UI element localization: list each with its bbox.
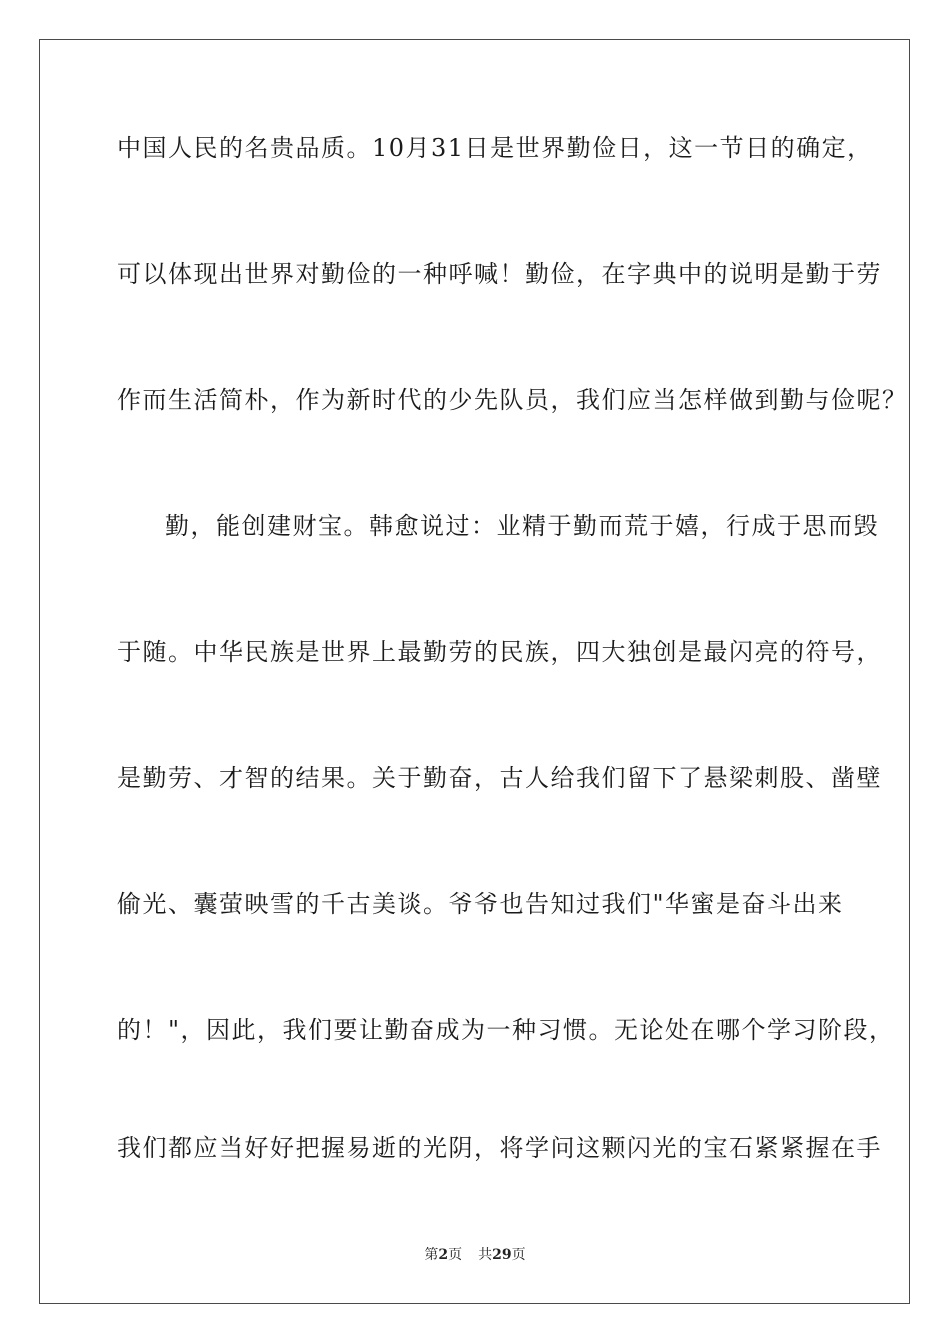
page-footer: [0, 1246, 950, 1264]
text-line-1: 中国人民的名贵品质。10月31日是世界勤俭日，这一节日的确定，: [117, 134, 873, 162]
total-suffix: 页: [511, 1247, 526, 1263]
text-line-5: 于随。中华民族是世界上最勤劳的民族，四大独创是最闪亮的符号，: [117, 638, 882, 666]
text-line-6: 是勤劳、才智的结果。关于勤奋，古人给我们留下了悬梁刺股、凿壁: [117, 764, 882, 792]
total-pages: 29: [492, 1247, 512, 1263]
page-number: 2: [438, 1247, 449, 1263]
total-prefix: 共: [478, 1247, 493, 1263]
text-line-2: 可以体现出世界对勤俭的一种呼喊！勤俭，在字典中的说明是勤于劳: [117, 260, 882, 288]
page-suffix: 页: [448, 1247, 463, 1263]
text-line-9: 我们都应当好好把握易逝的光阴，将学问这颗闪光的宝石紧紧握在手: [117, 1134, 882, 1162]
page-prefix: 第: [424, 1247, 439, 1263]
text-line-8: 的！"，因此，我们要让勤奋成为一种习惯。无论处在哪个学习阶段，: [117, 1016, 895, 1044]
text-line-7: 偷光、囊萤映雪的千古美谈。爷爷也告知过我们"华蜜是奋斗出来: [117, 890, 844, 918]
page-border: [39, 39, 910, 1304]
text-line-4: 勤，能创建财宝。韩愈说过：业精于勤而荒于嬉，行成于思而毁: [165, 512, 879, 540]
text-line-3: 作而生活简朴，作为新时代的少先队员，我们应当怎样做到勤与俭呢？: [117, 386, 908, 414]
